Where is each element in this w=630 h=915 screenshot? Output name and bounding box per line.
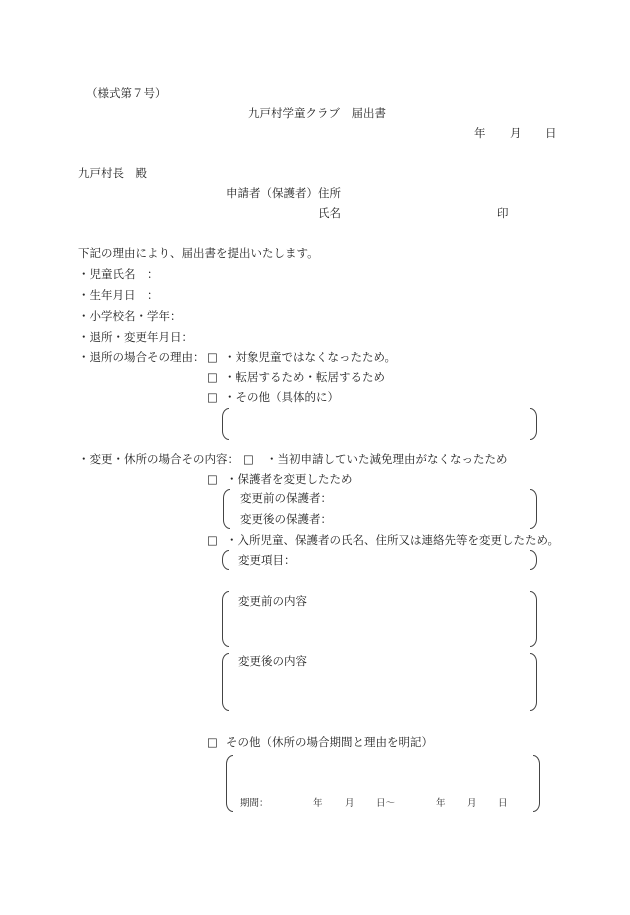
option-leave-other: ・その他（具体的に）	[224, 390, 339, 404]
option-moving: ・転居するため・転居するため	[224, 370, 385, 384]
content-before-bracket-right	[530, 591, 537, 647]
option-info-change: ・入所児童、保護者の氏名、住所又は連絡先等を変更したため。	[226, 533, 560, 547]
period-year-end: 年	[436, 798, 446, 809]
option-reduction: ・当初申請していた減免理由がなくなったため	[266, 452, 508, 466]
checkbox-not-eligible[interactable]: □	[207, 350, 218, 364]
change-item-bracket-right	[530, 550, 537, 570]
date-day: 日	[545, 126, 557, 140]
checkbox-reduction[interactable]: □	[243, 452, 254, 466]
birth-date-field: ・生年月日 ：	[78, 288, 159, 302]
period-day-end: 日	[498, 798, 508, 809]
period-day-from: 日〜	[376, 798, 396, 809]
leave-other-bracket-right	[530, 408, 537, 440]
school-grade-field: ・小学校名・学年：	[78, 309, 182, 323]
period-label: 期間：	[240, 798, 269, 809]
period-month: 月	[345, 798, 355, 809]
addressee: 九戸村長 殿	[78, 166, 147, 180]
content-before-label: 変更前の内容	[238, 594, 307, 608]
checkbox-moving[interactable]: □	[207, 370, 218, 384]
other-period-bracket-left	[226, 755, 233, 812]
change-content-label: ・変更・休所の場合その内容：	[78, 452, 239, 466]
option-guardian: ・保護者を変更したため	[226, 472, 353, 486]
guardian-bracket-left	[223, 489, 230, 529]
change-item-label: 変更項目：	[238, 553, 296, 567]
checkbox-leave-other[interactable]: □	[207, 390, 218, 404]
applicant-address-label: 申請者（保護者）住所	[226, 186, 341, 200]
checkbox-info-change[interactable]: □	[207, 533, 218, 547]
leave-other-bracket-left	[222, 408, 229, 440]
guardian-bracket-right	[530, 489, 537, 529]
seal-mark: 印	[497, 206, 509, 220]
option-not-eligible: ・対象児童ではなくなったため。	[224, 350, 397, 364]
date-year: 年	[474, 126, 486, 140]
content-after-bracket-right	[530, 653, 537, 711]
option-change-other: その他（休所の場合期間と理由を明記）	[226, 735, 433, 749]
period-year: 年	[313, 798, 323, 809]
content-after-bracket-left	[222, 653, 229, 711]
date-month: 月	[510, 126, 522, 140]
guardian-before-label: 変更前の保護者：	[240, 491, 332, 505]
change-item-bracket-left	[222, 550, 229, 570]
document-title: 九戸村学童クラブ 届出書	[248, 106, 386, 120]
guardian-after-label: 変更後の保護者：	[240, 512, 332, 526]
checkbox-change-other[interactable]: □	[207, 735, 218, 749]
content-before-bracket-left	[222, 591, 229, 647]
checkbox-guardian[interactable]: □	[207, 472, 218, 486]
other-period-bracket-right	[533, 755, 540, 812]
leave-change-date-field: ・退所・変更年月日：	[78, 330, 193, 344]
leave-reason-label: ・退所の場合その理由：	[78, 350, 205, 364]
intro-text: 下記の理由により、届出書を提出いたします。	[78, 246, 319, 260]
child-name-field: ・児童氏名 ：	[78, 267, 159, 281]
period-month-end: 月	[467, 798, 477, 809]
content-after-label: 変更後の内容	[238, 654, 307, 668]
form-number: （様式第７号）	[86, 86, 167, 100]
applicant-name-label: 氏名	[318, 206, 341, 220]
